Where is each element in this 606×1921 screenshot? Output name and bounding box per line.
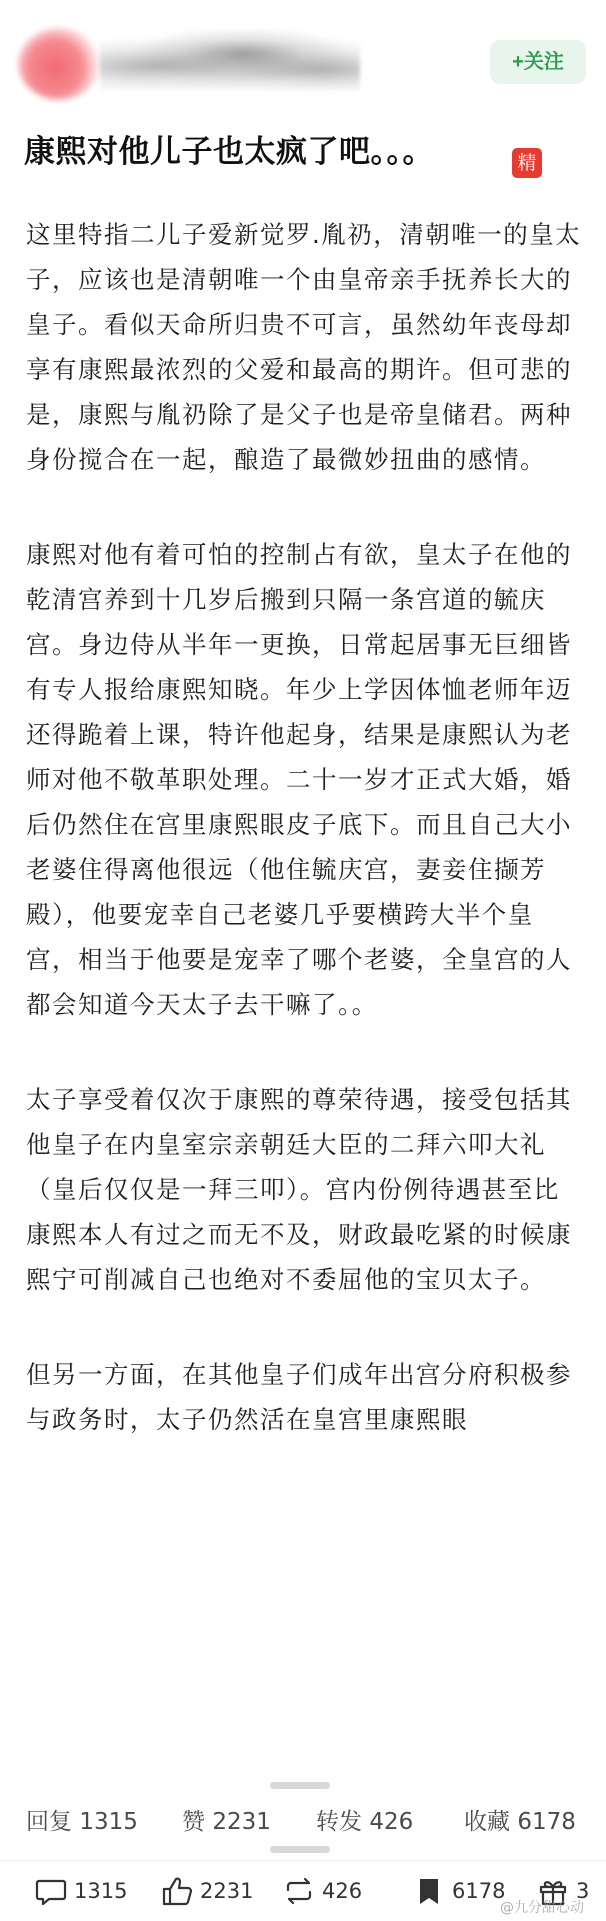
scroll-handle-top[interactable]: [270, 1782, 330, 1789]
stat-like-count: 2231: [212, 1809, 271, 1835]
stat-repost-count: 426: [369, 1809, 414, 1835]
post-title: 康熙对他儿子也太疯了吧。。。: [24, 134, 434, 170]
repost-action[interactable]: [282, 1871, 362, 1911]
stat-collect-count: 6178: [517, 1809, 576, 1835]
stat-like-label: 赞: [182, 1809, 205, 1835]
featured-badge: 精: [512, 148, 542, 178]
post-content: [26, 212, 582, 1492]
comment-count: 1315: [74, 1879, 128, 1903]
follow-button[interactable]: +关注: [490, 40, 586, 84]
avatar[interactable]: [18, 28, 100, 100]
repost-count: 426: [322, 1879, 363, 1903]
gift-count: 3: [576, 1879, 590, 1903]
stat-collect[interactable]: [464, 1803, 576, 1836]
stat-reply-count: 1315: [79, 1809, 138, 1835]
comment-icon: [34, 1874, 68, 1908]
post-header: [0, 0, 606, 120]
like-action[interactable]: [160, 1871, 253, 1911]
thumbs-up-icon: [160, 1874, 194, 1908]
stat-reply[interactable]: [26, 1803, 138, 1836]
watermark: @九分甜心动: [500, 1900, 584, 1916]
like-count: 2231: [200, 1879, 254, 1903]
comment-action[interactable]: [34, 1871, 127, 1911]
stat-repost[interactable]: [316, 1803, 413, 1836]
stats-bar: [0, 1795, 606, 1845]
paragraph-4: 但另一方面，在其他皇子们成年出宫分府积极参与政务时，太子仍然活在皇宫里康熙眼: [26, 1360, 572, 1434]
stat-repost-label: 转发: [316, 1809, 362, 1835]
repost-icon: [282, 1874, 316, 1908]
scroll-handle-bottom[interactable]: [270, 1846, 330, 1853]
stat-collect-label: 收藏: [464, 1809, 510, 1835]
collect-action[interactable]: [412, 1871, 505, 1911]
collect-count: 6178: [452, 1879, 506, 1903]
author-name-blurred[interactable]: [100, 30, 360, 90]
stat-reply-label: 回复: [26, 1809, 72, 1835]
bookmark-icon: [412, 1874, 446, 1908]
paragraph-1: 这里特指二儿子爱新觉罗.胤礽，清朝唯一的皇太子，应该也是清朝唯一个由皇帝亲手抚养长大的皇子。看似天命所归贵不可言，虽然幼年丧母却享有康熙最浓烈的父爱和最高的期许。但可悲的是，康熙与胤礽除了是父子也是帝皇储君。两种身份搅合在一起，酿造了最微妙扭曲的感情。: [26, 220, 582, 474]
post-title-row: [24, 122, 584, 182]
paragraph-2: 康熙对他有着可怕的控制占有欲，皇太子在他的乾清宫养到十几岁后搬到只隔一条宫道的毓庆宫。身边侍从半年一更换，日常起居事无巨细皆有专人报给康熙知晓。年少上学因体恤老师年迈还得跪着上课，特许他起身，结果是康熙认为老师对他不敬革职处理。二十一岁才正式大婚，婚后仍然住在宫里康熙眼皮子底下。而且自己大小老婆住得离他很远（他住毓庆宫，妻妾住撷芳殿），他要宠幸自己老婆几乎要横跨大半个皇宫，相当于他要是宠幸了哪个老婆，全皇宫的人都会知道今天太子去干嘛了。。: [26, 540, 572, 1019]
stat-like[interactable]: [182, 1803, 271, 1836]
paragraph-3: 太子享受着仅次于康熙的尊荣待遇，接受包括其他皇子在内皇室宗亲朝廷大臣的二拜六叩大礼（皇后仅仅是一拜三叩）。宫内份例待遇甚至比康熙本人有过之而无不及，财政最吃紧的时候康熙宁可削减自己也绝对不委屈他的宝贝太子。: [26, 1085, 572, 1294]
